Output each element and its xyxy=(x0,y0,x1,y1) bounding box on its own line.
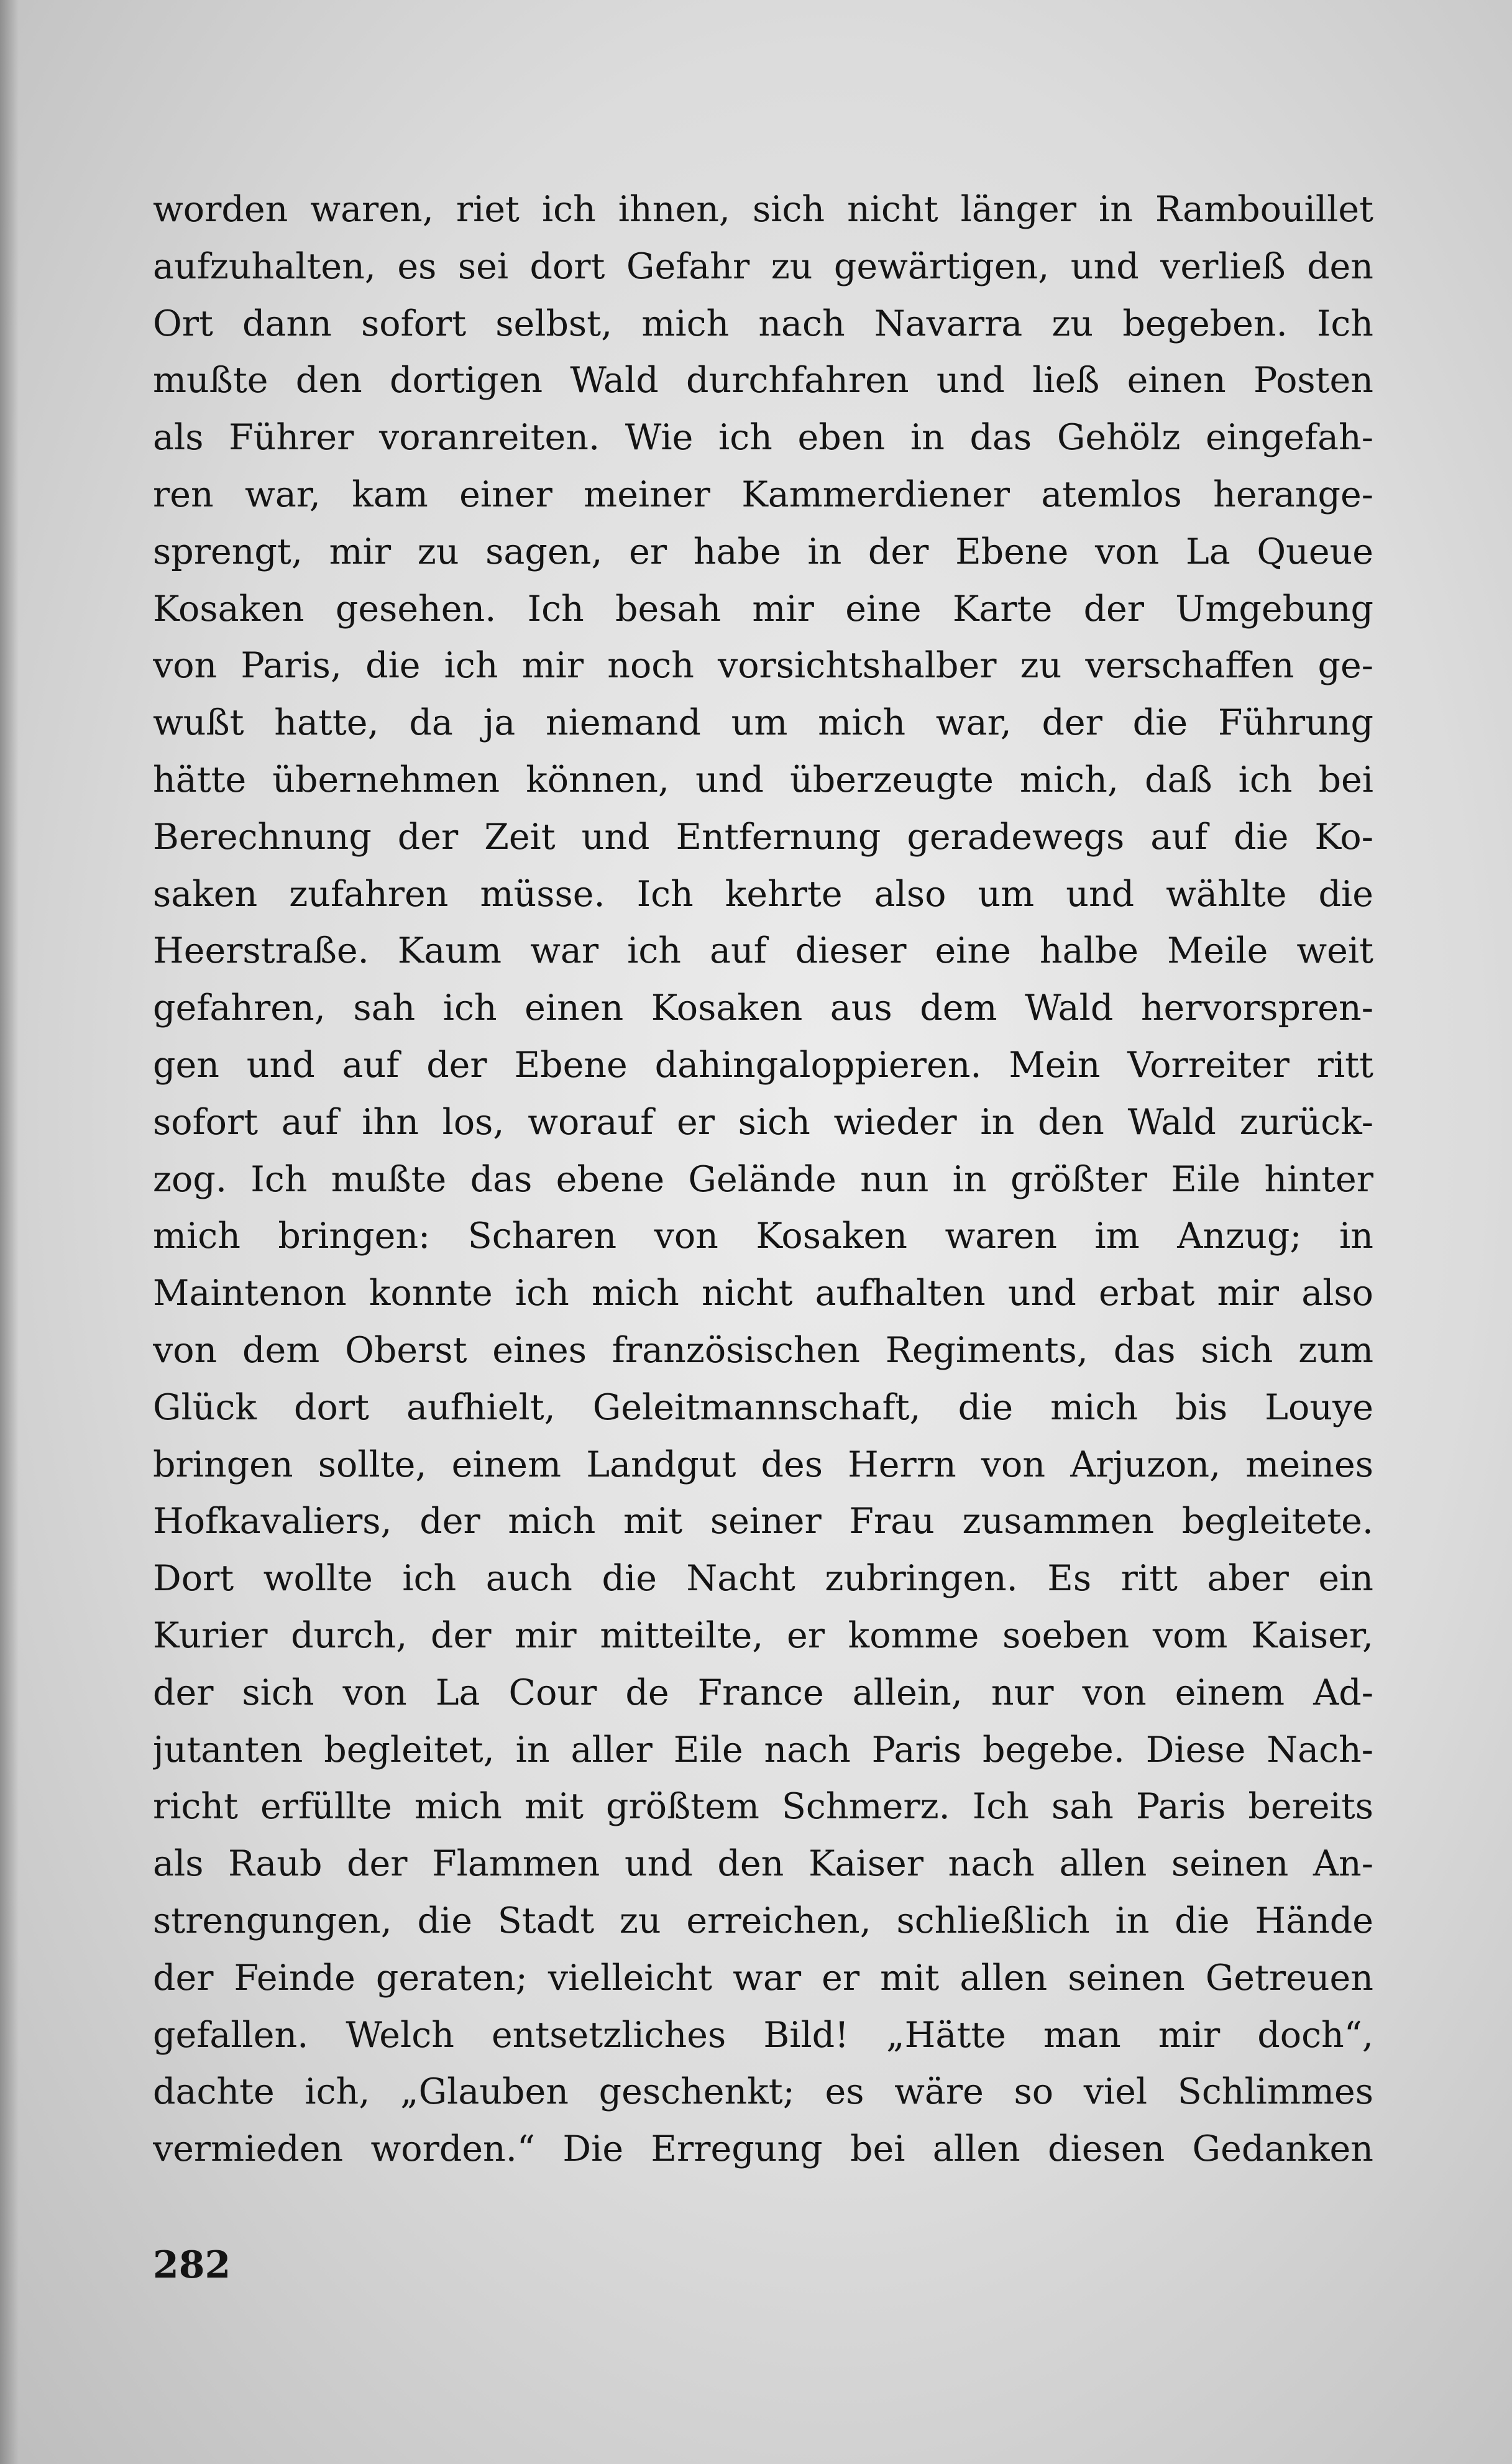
text-line: vermieden worden.“ Die Erregung bei allen diesen Gedanken xyxy=(153,2128,1373,2170)
text-line: Kurier durch, der mir mitteilte, er komme soeben vom Kaiser, xyxy=(153,1614,1373,1656)
text-line: Glück dort aufhielt, Geleitmannschaft, die mich bis Louye xyxy=(153,1386,1373,1428)
text-line: mich bringen: Scharen von Kosaken waren im Anzug; in xyxy=(153,1216,1373,1257)
text-line: als Führer voranreiten. Wie ich eben in das Gehölz eingefah- xyxy=(153,417,1373,459)
text-line: als Raub der Flammen und den Kaiser nach allen seinen An- xyxy=(153,1843,1373,1885)
page-edge-shadow xyxy=(0,0,19,2464)
text-line: der Feinde geraten; vielleicht war er mit allen seinen Getreuen xyxy=(153,1957,1373,1999)
text-line: zog. Ich mußte das ebene Gelände nun in größter Eile hinter xyxy=(153,1158,1373,1200)
text-line: hätte übernehmen können, und überzeugte mich, daß ich bei xyxy=(153,759,1373,800)
text-line: richt erfüllte mich mit größtem Schmerz. Ich sah Paris bereits xyxy=(153,1786,1373,1828)
text-line: Ort dann sofort selbst, mich nach Navarra zu begeben. Ich xyxy=(153,303,1373,344)
text-line: dachte ich, „Glauben geschenkt; es wäre so viel Schlimmes xyxy=(153,2071,1373,2113)
text-line: gefahren, sah ich einen Kosaken aus dem Wald hervorspren- xyxy=(153,987,1373,1029)
body-text xyxy=(153,181,1373,2178)
page-number: 282 xyxy=(153,2243,231,2287)
text-line: gefallen. Welch entsetzliches Bild! „Hätte man mir doch“, xyxy=(153,2014,1373,2056)
text-line: wußt hatte, da ja niemand um mich war, der die Führung xyxy=(153,702,1373,744)
text-line: strengungen, die Stadt zu erreichen, schließlich in die Hände xyxy=(153,1900,1373,1941)
text-line: Berechnung der Zeit und Entfernung geradewegs auf die Ko- xyxy=(153,816,1373,858)
text-line: ren war, kam einer meiner Kammerdiener atemlos herange- xyxy=(153,474,1373,515)
text-line: gen und auf der Ebene dahingaloppieren. Mein Vorreiter ritt xyxy=(153,1044,1373,1086)
text-line: aufzuhalten, es sei dort Gefahr zu gewärtigen, und verließ den xyxy=(153,245,1373,287)
text-line: Dort wollte ich auch die Nacht zubringen. Es ritt aber ein xyxy=(153,1558,1373,1600)
text-line: sprengt, mir zu sagen, er habe in der Ebene von La Queue xyxy=(153,531,1373,572)
text-line: sofort auf ihn los, worauf er sich wieder in den Wald zurück- xyxy=(153,1101,1373,1143)
text-line: Maintenon konnte ich mich nicht aufhalten und erbat mir also xyxy=(153,1273,1373,1314)
text-line: von Paris, die ich mir noch vorsichtshalber zu verschaffen ge- xyxy=(153,645,1373,687)
text-line: Kosaken gesehen. Ich besah mir eine Karte der Umgebung xyxy=(153,588,1373,630)
text-line: jutanten begleitet, in aller Eile nach Paris begebe. Diese Nach- xyxy=(153,1729,1373,1770)
text-line: bringen sollte, einem Landgut des Herrn von Arjuzon, meines xyxy=(153,1444,1373,1485)
text-line: saken zufahren müsse. Ich kehrte also um und wählte die xyxy=(153,873,1373,915)
text-line: mußte den dortigen Wald durchfahren und ließ einen Posten xyxy=(153,360,1373,401)
text-line: Heerstraße. Kaum war ich auf dieser eine halbe Meile weit xyxy=(153,930,1373,972)
text-line: der sich von La Cour de France allein, nur von einem Ad- xyxy=(153,1672,1373,1713)
text-line: Hofkavaliers, der mich mit seiner Frau zusammen begleitete. xyxy=(153,1501,1373,1542)
text-line: von dem Oberst eines französischen Regiments, das sich zum xyxy=(153,1329,1373,1371)
text-line: worden waren, riet ich ihnen, sich nicht länger in Rambouillet xyxy=(153,189,1373,230)
